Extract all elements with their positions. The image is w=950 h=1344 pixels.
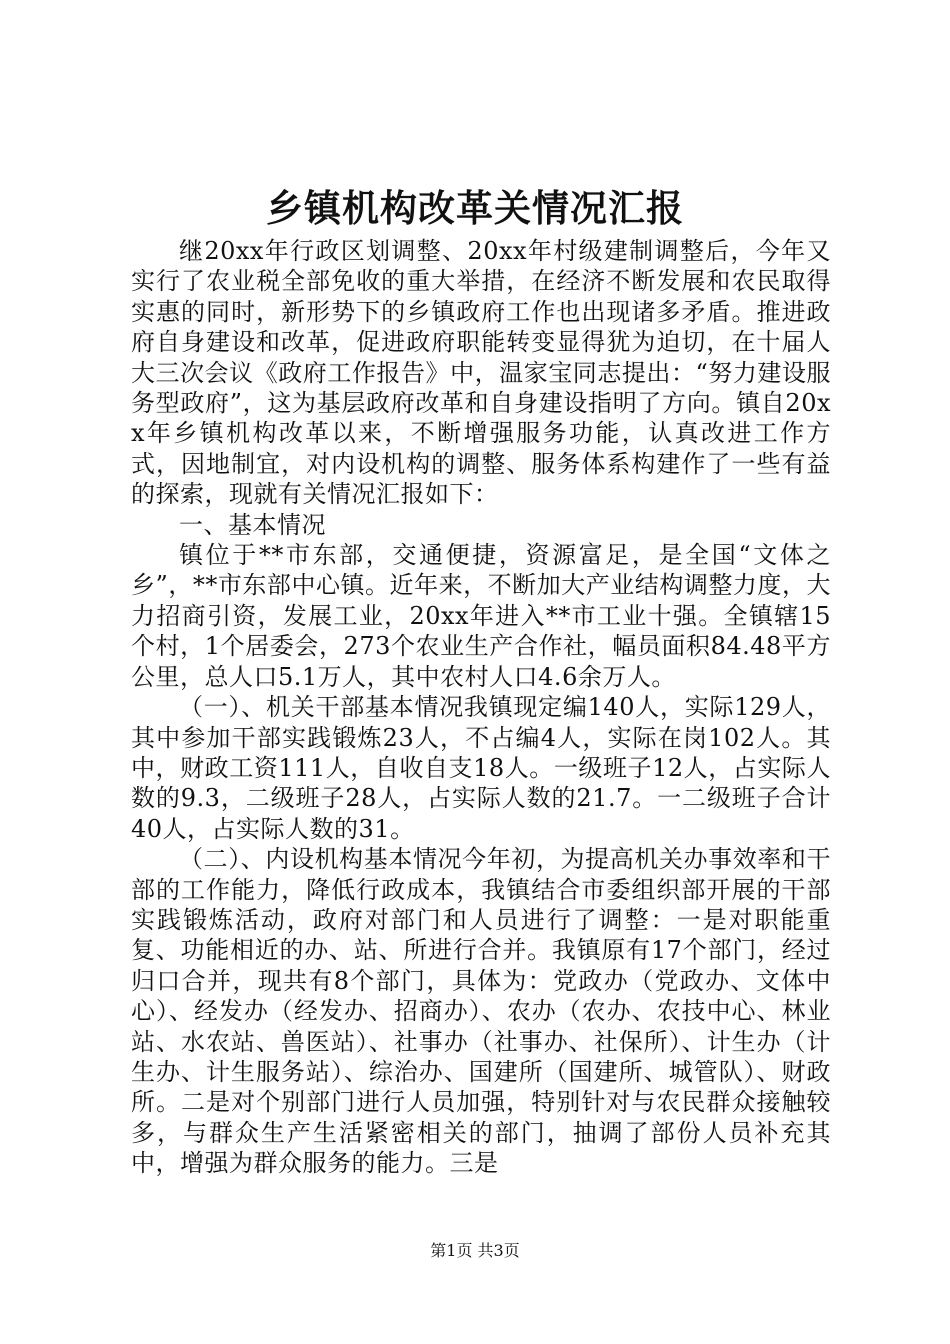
- section-heading-basic-situation: 一、基本情况: [179, 510, 326, 539]
- document-title: 乡镇机构改革关情况汇报: [266, 186, 684, 230]
- paragraph-cadre-situation: （一）、机关干部基本情况我镇现定编140人，实际129人，其中参加干部实践锻炼23人，不占编4人，实际在岗102人。其中，财政工资111人，自收自支18人。一级班子12人，占实际人数的9.3，二级班子28人，占实际人数的21.7。一二级班子合计40人，占实际人数的31。: [131, 693, 831, 843]
- paragraph-internal-agencies: （二）、内设机构基本情况今年初，为提高机关办事效率和干部的工作能力，降低行政成本，我镇结合市委组织部开展的干部实践锻炼活动，政府对部门和人员进行了调整：一是对职能重复、功能相近的办、站、所进行合并。我镇原有17个部门，经过归口合并，现共有8个部门，具体为：党政办（党政办、文体中心）、经发办（经发办、招商办）、农办（农办、农技中心、林业站、水农站、兽医站）、社事办（社事办、社保所）、计生办（计生办、计生服务站）、综治办、国建所（国建所、城管队）、财政所。二是对个别部门进行人员加强，特别针对与农民群众接触较多，与群众生产生活紧密相关的部门，抽调了部份人员补充其中，增强为群众服务的能力。三是: [131, 845, 831, 1178]
- document-body: [131, 236, 831, 1179]
- paragraph-intro: 继20xx年行政区划调整、20xx年村级建制调整后，今年又实行了农业税全部免收的重大举措，在经济不断发展和农民取得实惠的同时，新形势下的乡镇政府工作也出现诸多矛盾。推进政府自身建设和改革，促进政府职能转变显得犹为迫切，在十届人大三次会议《政府工作报告》中，温家宝同志提出：“努力建设服务型政府”，这为基层政府改革和自身建设指明了方向。镇自20xx年乡镇机构改革以来，不断增强服务功能，认真改进工作方式，因地制宜，对内设机构的调整、服务体系构建作了一些有益的探索，现就有关情况汇报如下：: [131, 237, 831, 509]
- paragraph-town-overview: 镇位于**市东部，交通便捷，资源富足，是全国“文体之乡”，**市东部中心镇。近年来，不断加大产业结构调整力度，大力招商引资，发展工业，20xx年进入**市工业十强。全镇辖15个村，1个居委会，273个农业生产合作社，幅员面积84.48平方公里，总人口5.1万人，其中农村人口4.6余万人。: [131, 541, 831, 691]
- page-footer: 第1页 共3页: [430, 1241, 520, 1260]
